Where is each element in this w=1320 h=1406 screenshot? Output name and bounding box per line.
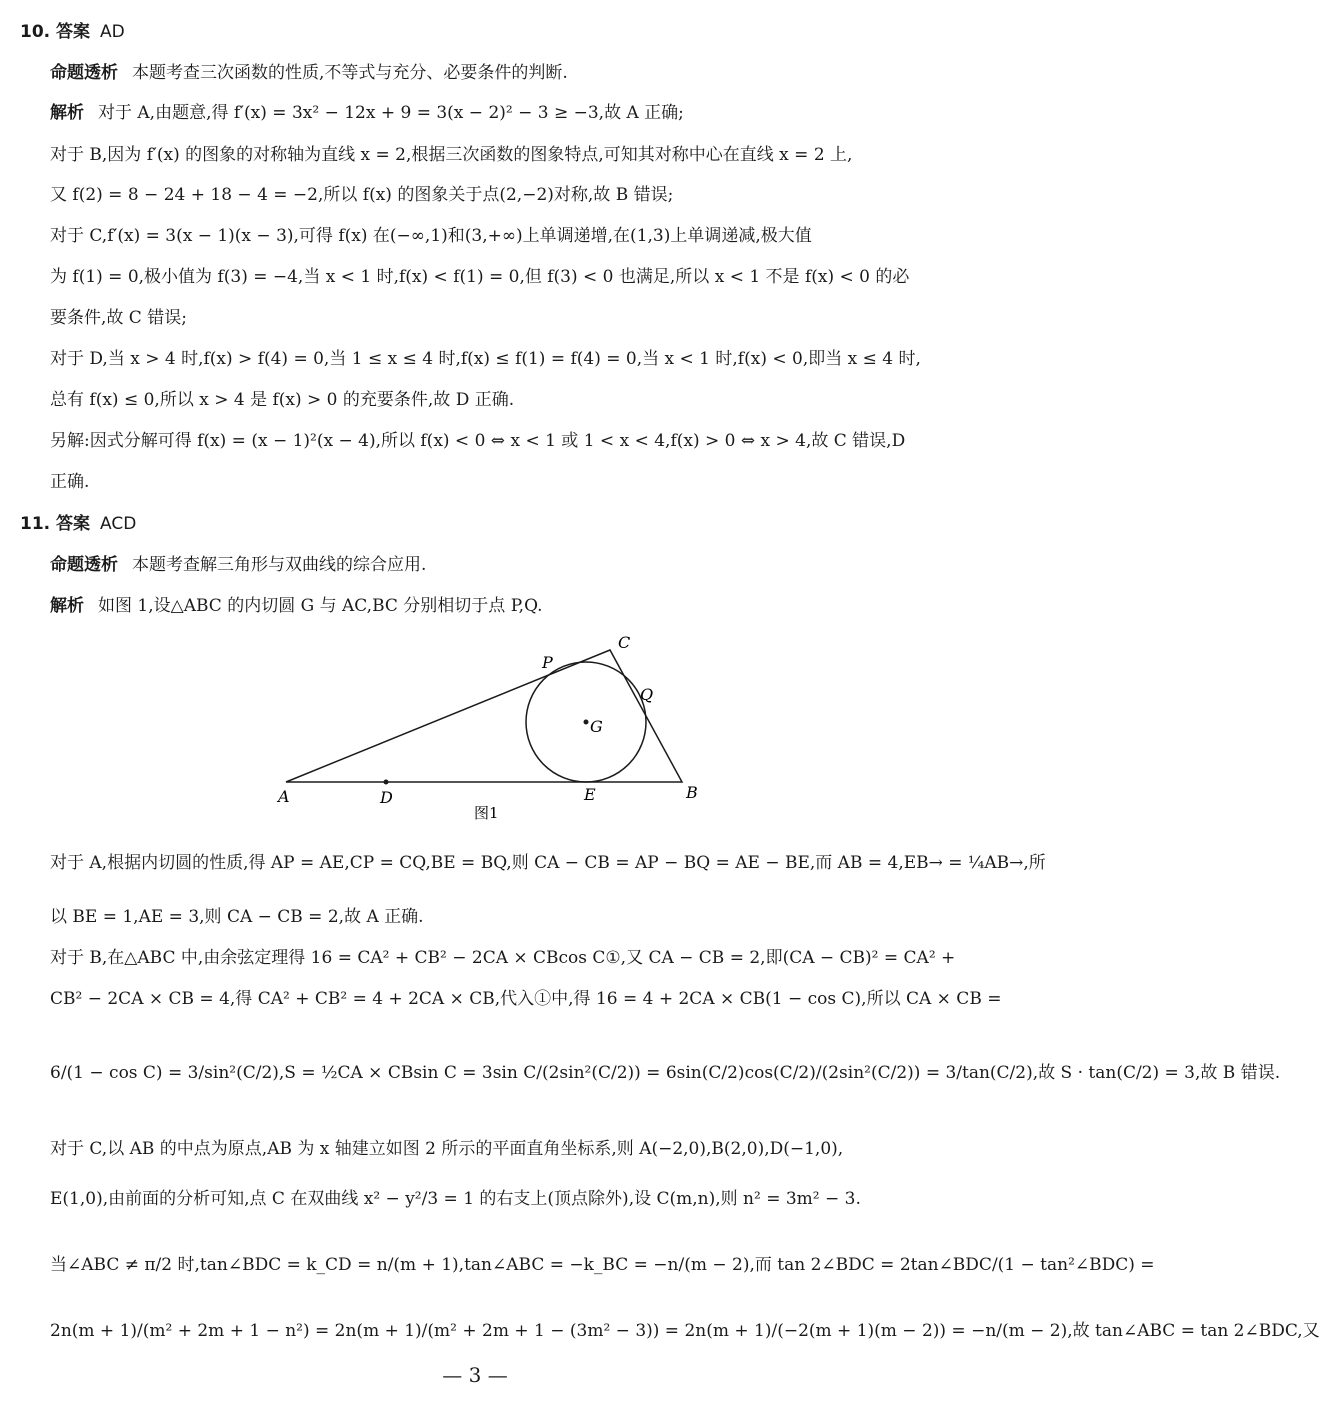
q10-line: 要条件,故 C 错误; (50, 308, 187, 328)
q10-line: 另解:因式分解可得 f(x) = (x − 1)²(x − 4),所以 f(x) < 0 ⇔ x < 1 或 1 < x < 4,f(x) > 0 ⇔ x > 4,故 C 错误,D (50, 431, 906, 451)
label-e: E (584, 785, 596, 804)
q11-intent (50, 553, 930, 577)
q11-analysis-label: 解析 (50, 596, 84, 616)
q10-line: 为 f(1) = 0,极小值为 f(3) = −4,当 x < 1 时,f(x) < f(1) = 0,但 f(3) < 0 也满足,所以 x < 1 不是 f(x) < 0 的必 (50, 267, 910, 287)
label-a: A (278, 787, 290, 806)
q11-line: 对于 A,根据内切圆的性质,得 AP = AE,CP = CQ,BE = BQ,则 CA − CB = AP − BQ = AE − BE,而 AB = 4,EB→ = ¼AB→,所 (50, 853, 1046, 873)
q11-analysis (50, 594, 930, 618)
q11-number: 11. 答案 (20, 514, 91, 534)
q11-line: 以 BE = 1,AE = 3,则 CA − CB = 2,故 A 正确. (50, 907, 424, 927)
q10-answer: AD (100, 22, 125, 42)
figure-caption: 图1 (474, 804, 499, 822)
q10-header (20, 20, 930, 44)
figure-1 (270, 630, 710, 830)
q10-number: 10. 答案 (20, 22, 91, 42)
center-point-g (584, 720, 589, 725)
q10-line: 总有 f(x) ≤ 0,所以 x > 4 是 f(x) > 0 的充要条件,故 D 正确. (50, 390, 515, 410)
q11-analysis-text: 如图 1,设△ABC 的内切圆 G 与 AC,BC 分别相切于点 P,Q. (98, 596, 543, 616)
q11-line: 6/(1 − cos C) = 3/sin²(C/2),S = ½CA × CBsin C = 3sin C/(2sin²(C/2)) = 6sin(C/2)cos(C/2)/(2sin²(C/2)) = 3/tan(C/2),故 S · tan(C/2) = 3,故 B 错误. (50, 1063, 1281, 1083)
q10-intent-label: 命题透析 (50, 63, 118, 83)
q11-line: E(1,0),由前面的分析可知,点 C 在双曲线 x² − y²/3 = 1 的右支上(顶点除外),设 C(m,n),则 n² = 3m² − 3. (50, 1189, 861, 1209)
q10-line: 对于 A,由题意,得 f′(x) = 3x² − 12x + 9 = 3(x − 2)² − 3 ≥ −3,故 A 正确; (98, 103, 684, 123)
q10-analysis-first (50, 101, 930, 125)
page-number: — 3 — (442, 1363, 508, 1387)
q10-line: 对于 C,f′(x) = 3(x − 1)(x − 3),可得 f(x) 在(−∞,1)和(3,+∞)上单调递增,在(1,3)上单调递减,极大值 (50, 226, 812, 246)
q11-line: 当∠ABC ≠ π/2 时,tan∠BDC = k_CD = n/(m + 1),tan∠ABC = −k_BC = −n/(m − 2),而 tan 2∠BDC = 2tan∠BDC/(1 − tan²∠BDC) = (50, 1255, 1155, 1275)
label-g: G (590, 717, 603, 736)
triangle-abc (286, 650, 682, 782)
label-p: P (542, 653, 553, 672)
q10-line: 对于 D,当 x > 4 时,f(x) > f(4) = 0,当 1 ≤ x ≤ 4 时,f(x) ≤ f(1) = f(4) = 0,当 x < 1 时,f(x) < 0,即当 x ≤ 4 时, (50, 349, 921, 369)
q10-analysis-label: 解析 (50, 103, 84, 123)
label-c: C (618, 633, 631, 652)
q11-line: 对于 C,以 AB 的中点为原点,AB 为 x 轴建立如图 2 所示的平面直角坐标系,则 A(−2,0),B(2,0),D(−1,0), (50, 1139, 844, 1159)
label-d: D (380, 788, 393, 807)
q10-intent (50, 61, 930, 85)
q11-header (20, 512, 930, 536)
q10-intent-text: 本题考查三次函数的性质,不等式与充分、必要条件的判断. (132, 63, 568, 83)
label-b: B (686, 783, 698, 802)
q11-line: 2n(m + 1)/(m² + 2m + 1 − n²) = 2n(m + 1)/(m² + 2m + 1 − (3m² − 3)) = 2n(m + 1)/(−2(m + 1)(m − 2)) = −n/(m − 2),故 tan∠ABC = tan 2∠BDC,又 (50, 1321, 1320, 1341)
q11-line: CB² − 2CA × CB = 4,得 CA² + CB² = 4 + 2CA × CB,代入①中,得 16 = 4 + 2CA × CB(1 − cos C),所以 CA × CB = (50, 989, 1002, 1009)
q10-line: 又 f(2) = 8 − 24 + 18 − 4 = −2,所以 f(x) 的图象关于点(2,−2)对称,故 B 错误; (50, 185, 674, 205)
q11-line: 对于 B,在△ABC 中,由余弦定理得 16 = CA² + CB² − 2CA × CBcos C①,又 CA − CB = 2,即(CA − CB)² = CA² + (50, 948, 956, 968)
q11-intent-text: 本题考查解三角形与双曲线的综合应用. (132, 555, 427, 575)
q11-answer: ACD (100, 514, 137, 534)
point-d (384, 780, 389, 785)
q10-line: 对于 B,因为 f′(x) 的图象的对称轴为直线 x = 2,根据三次函数的图象特点,可知其对称中心在直线 x = 2 上, (50, 145, 853, 165)
q10-line: 正确. (50, 472, 90, 492)
q11-intent-label: 命题透析 (50, 555, 118, 575)
label-q: Q (640, 685, 654, 704)
